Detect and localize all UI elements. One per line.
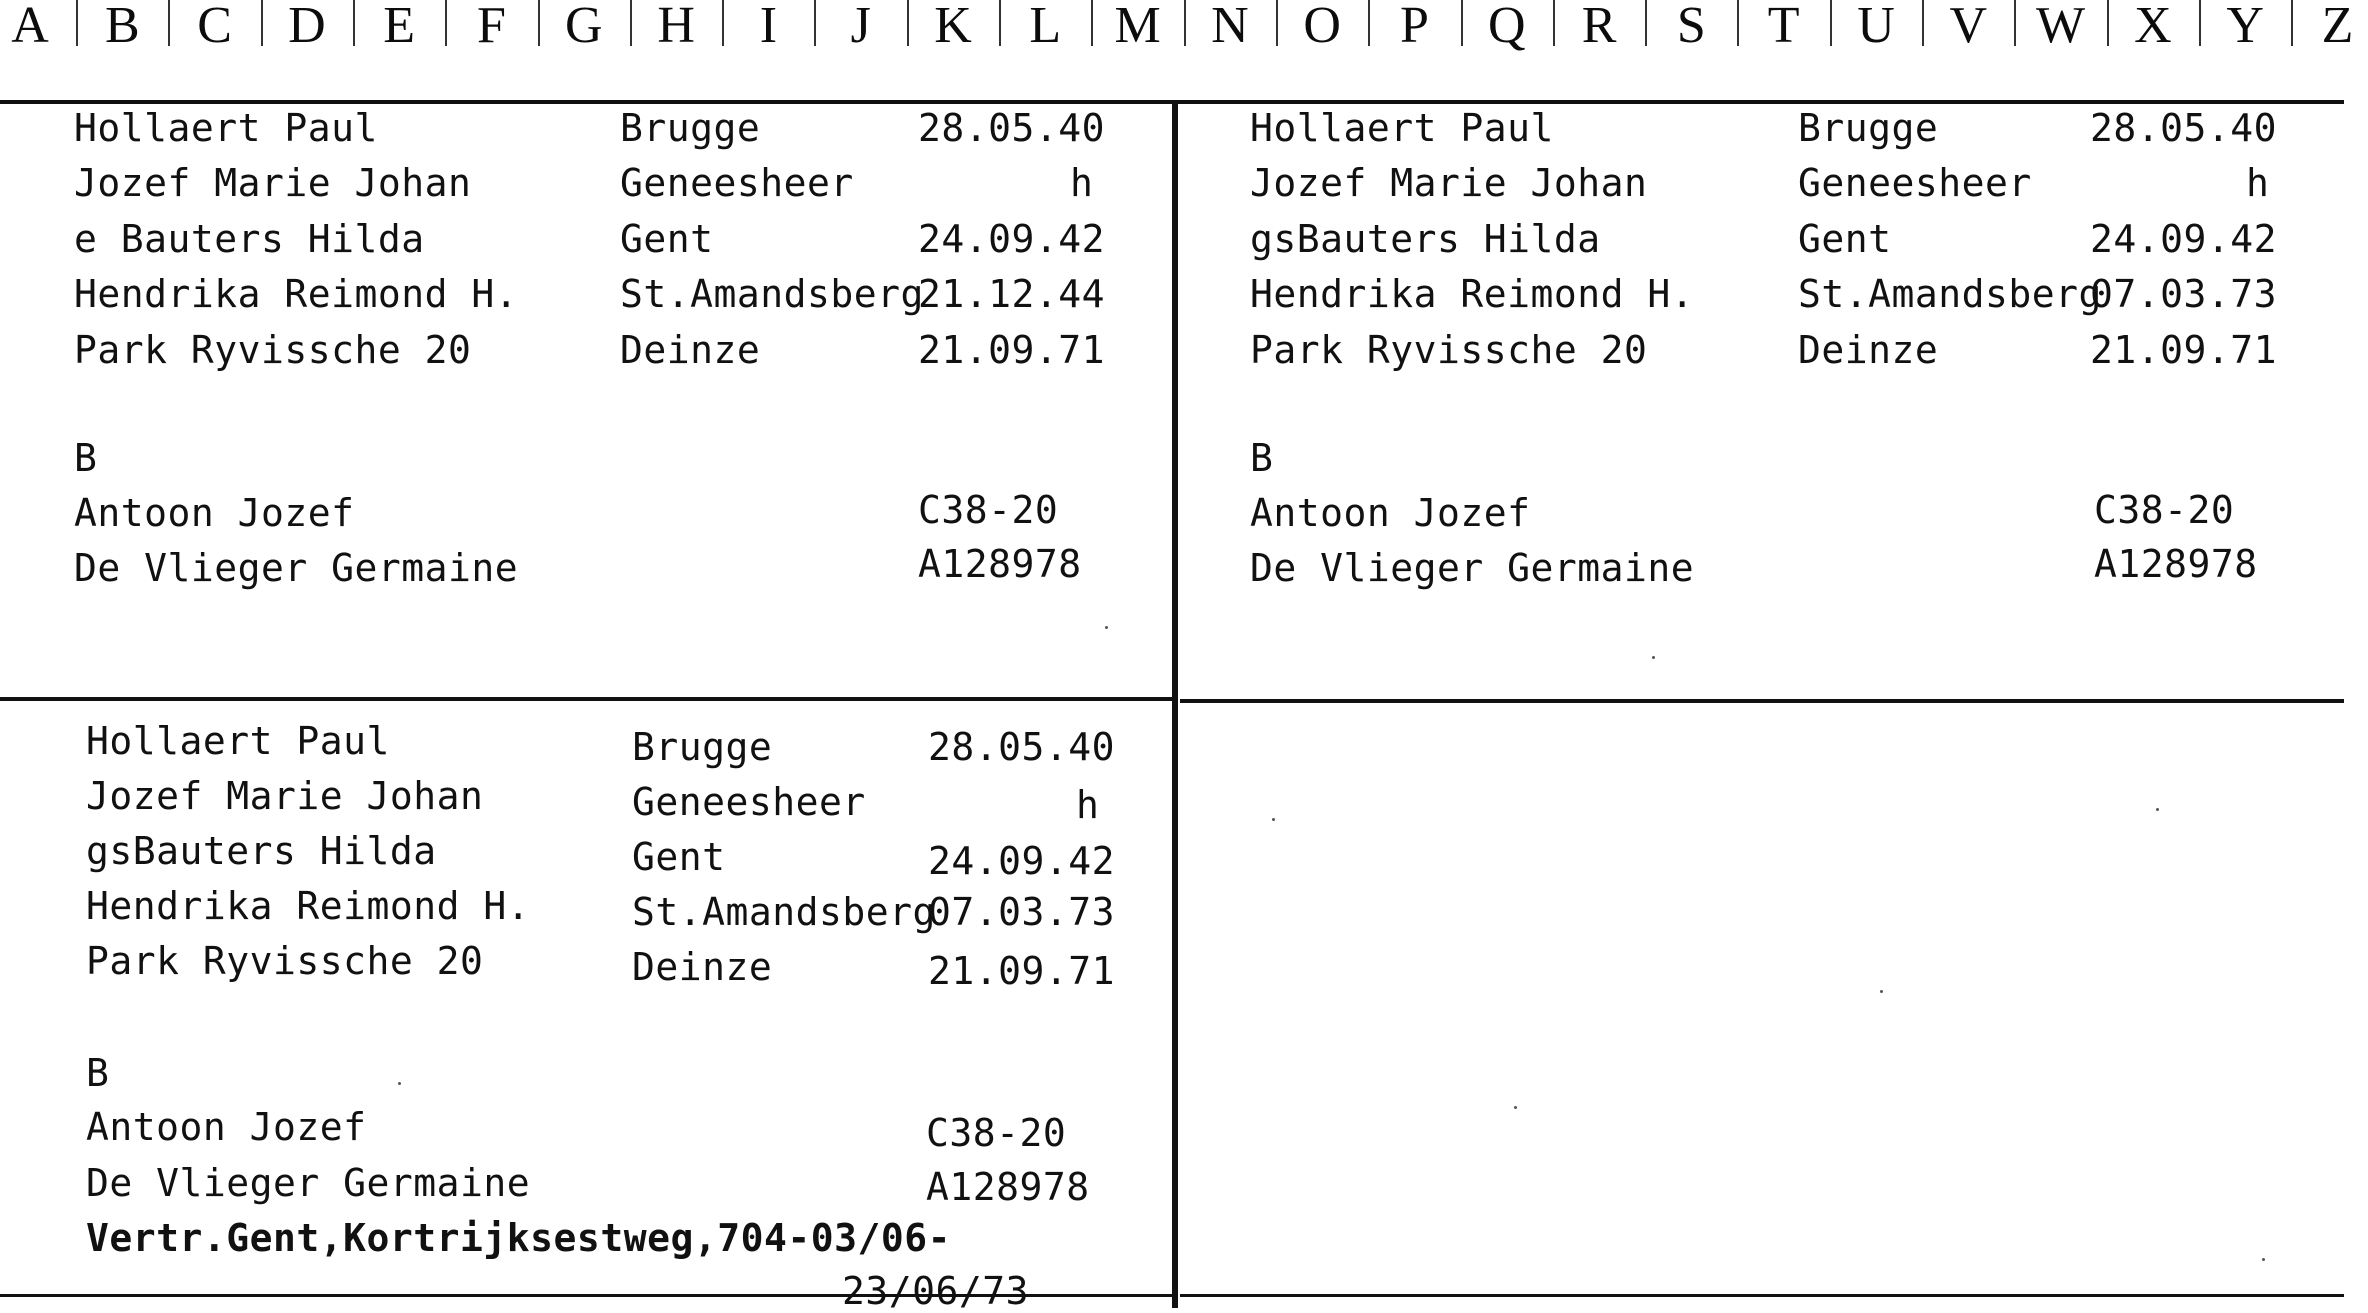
index-divider bbox=[1184, 0, 1186, 46]
place-line: Geneesheer bbox=[632, 780, 866, 824]
index-divider bbox=[722, 0, 724, 46]
index-divider bbox=[1276, 0, 1278, 46]
scan-speck bbox=[1652, 656, 1655, 659]
index-letter: C bbox=[197, 0, 232, 54]
code-line: A128978 bbox=[2094, 542, 2258, 586]
index-divider bbox=[538, 0, 540, 46]
date-line: 21.12.44 bbox=[918, 272, 1106, 316]
scan-speck bbox=[1105, 626, 1108, 629]
index-letter: G bbox=[565, 0, 603, 54]
date-line: 07.03.73 bbox=[2090, 272, 2278, 316]
name-line: Park Ryvissche 20 bbox=[74, 328, 472, 372]
name-line: Hollaert Paul bbox=[86, 719, 390, 763]
name-line: Hollaert Paul bbox=[1250, 106, 1554, 150]
index-divider bbox=[907, 0, 909, 46]
place-line: Geneesheer bbox=[1798, 161, 2032, 205]
date-line: h bbox=[2246, 161, 2270, 205]
date-line: 28.05.40 bbox=[918, 106, 1106, 150]
date-line: 28.05.40 bbox=[928, 725, 1116, 769]
record-card bbox=[0, 104, 1172, 697]
index-letter: K bbox=[934, 0, 972, 54]
index-letter: E bbox=[383, 0, 416, 54]
index-letter: J bbox=[850, 0, 871, 54]
index-divider bbox=[1091, 0, 1093, 46]
name-line: Jozef Marie Johan bbox=[1250, 161, 1648, 205]
index-divider bbox=[1553, 0, 1555, 46]
child-line: De Vlieger Germaine bbox=[74, 546, 519, 590]
date-line: h bbox=[1076, 783, 1100, 827]
name-line: Park Ryvissche 20 bbox=[1250, 328, 1648, 372]
scan-speck bbox=[2156, 808, 2159, 811]
index-divider bbox=[1461, 0, 1463, 46]
place-line: Deinze bbox=[1798, 328, 1939, 372]
code-line: C38-20 bbox=[2094, 488, 2235, 532]
index-letter: P bbox=[1400, 0, 1429, 54]
date-line: 24.09.42 bbox=[918, 217, 1106, 261]
index-letter: O bbox=[1303, 0, 1341, 54]
index-divider bbox=[1645, 0, 1647, 46]
index-letter: N bbox=[1211, 0, 1249, 54]
index-divider bbox=[445, 0, 447, 46]
place-line: Brugge bbox=[632, 725, 773, 769]
name-line: Park Ryvissche 20 bbox=[86, 939, 484, 983]
index-divider bbox=[2199, 0, 2201, 46]
scan-speck bbox=[1880, 990, 1883, 993]
scan-speck bbox=[2262, 1258, 2265, 1261]
index-divider bbox=[1737, 0, 1739, 46]
name-line: e Bauters Hilda bbox=[74, 217, 425, 261]
divider-bottom-right bbox=[1180, 1294, 2344, 1297]
index-letter: M bbox=[1114, 0, 1161, 54]
index-letter: T bbox=[1767, 0, 1800, 54]
code-line: A128978 bbox=[926, 1165, 1090, 1209]
index-divider bbox=[1922, 0, 1924, 46]
name-line: Hendrika Reimond H. bbox=[1250, 272, 1695, 316]
place-line: Brugge bbox=[1798, 106, 1939, 150]
index-letter: H bbox=[657, 0, 695, 54]
note-line: Vertr.Gent,Kortrijksestweg,704-03/06- bbox=[86, 1216, 951, 1260]
scan-speck bbox=[398, 1082, 401, 1085]
index-divider bbox=[999, 0, 1001, 46]
index-divider bbox=[2107, 0, 2109, 46]
name-line: Jozef Marie Johan bbox=[86, 774, 484, 818]
index-letter: S bbox=[1676, 0, 1706, 54]
name-line: Hollaert Paul bbox=[74, 106, 378, 150]
index-divider bbox=[353, 0, 355, 46]
date-line: 21.09.71 bbox=[928, 949, 1116, 993]
place-line: Gent bbox=[632, 835, 726, 879]
index-letter: I bbox=[759, 0, 778, 54]
index-letter: U bbox=[1857, 0, 1895, 54]
index-divider bbox=[1368, 0, 1370, 46]
section-label: B bbox=[1250, 436, 1274, 480]
index-divider bbox=[168, 0, 170, 46]
index-divider bbox=[261, 0, 263, 46]
name-line: gsBauters Hilda bbox=[1250, 217, 1601, 261]
place-line: St.Amandsberg bbox=[1798, 272, 2102, 316]
index-letter: Y bbox=[2226, 0, 2264, 54]
child-line: De Vlieger Germaine bbox=[1250, 546, 1695, 590]
index-letter: A bbox=[11, 0, 49, 54]
section-label: B bbox=[74, 436, 98, 480]
index-letter: W bbox=[2036, 0, 2086, 54]
index-letter: Z bbox=[2321, 0, 2354, 54]
place-line: Geneesheer bbox=[620, 161, 854, 205]
place-line: St.Amandsberg bbox=[620, 272, 924, 316]
index-divider bbox=[630, 0, 632, 46]
place-line: Gent bbox=[620, 217, 714, 261]
index-letter: Q bbox=[1488, 0, 1526, 54]
date-line: 07.03.73 bbox=[928, 890, 1116, 934]
record-card bbox=[1180, 104, 2344, 699]
index-letter: D bbox=[288, 0, 326, 54]
date-line: 21.09.71 bbox=[918, 328, 1106, 372]
record-card bbox=[0, 701, 1172, 1313]
index-letter: V bbox=[1949, 0, 1988, 54]
index-divider bbox=[814, 0, 816, 46]
child-line: Antoon Jozef bbox=[1250, 491, 1531, 535]
scan-speck bbox=[1514, 1106, 1517, 1109]
divider-middle-right bbox=[1180, 699, 2344, 703]
scan-speck bbox=[1272, 818, 1275, 821]
divider-vertical bbox=[1172, 100, 1178, 1308]
name-line: Hendrika Reimond H. bbox=[86, 884, 531, 928]
name-line: Jozef Marie Johan bbox=[74, 161, 472, 205]
index-letter: X bbox=[2134, 0, 2172, 54]
section-label: B bbox=[86, 1051, 110, 1095]
index-letter: R bbox=[1581, 0, 1617, 54]
note-line: 23/06/73 bbox=[842, 1269, 1030, 1313]
index-divider bbox=[2014, 0, 2016, 46]
place-line: St.Amandsberg bbox=[632, 890, 936, 934]
index-letter: L bbox=[1029, 0, 1062, 54]
index-divider bbox=[2291, 0, 2293, 46]
code-line: A128978 bbox=[918, 542, 1082, 586]
index-letter: B bbox=[104, 0, 140, 54]
place-line: Gent bbox=[1798, 217, 1892, 261]
index-letter: F bbox=[477, 0, 506, 54]
code-line: C38-20 bbox=[918, 488, 1059, 532]
alphabet-index bbox=[0, 0, 2354, 60]
child-line: De Vlieger Germaine bbox=[86, 1161, 531, 1205]
name-line: Hendrika Reimond H. bbox=[74, 272, 519, 316]
index-divider bbox=[1830, 0, 1832, 46]
place-line: Deinze bbox=[632, 945, 773, 989]
name-line: gsBauters Hilda bbox=[86, 829, 437, 873]
date-line: h bbox=[1070, 161, 1094, 205]
child-line: Antoon Jozef bbox=[74, 491, 355, 535]
date-line: 24.09.42 bbox=[928, 839, 1116, 883]
date-line: 24.09.42 bbox=[2090, 217, 2278, 261]
code-line: C38-20 bbox=[926, 1111, 1067, 1155]
child-line: Antoon Jozef bbox=[86, 1105, 367, 1149]
place-line: Brugge bbox=[620, 106, 761, 150]
index-divider bbox=[76, 0, 78, 46]
date-line: 21.09.71 bbox=[2090, 328, 2278, 372]
date-line: 28.05.40 bbox=[2090, 106, 2278, 150]
place-line: Deinze bbox=[620, 328, 761, 372]
